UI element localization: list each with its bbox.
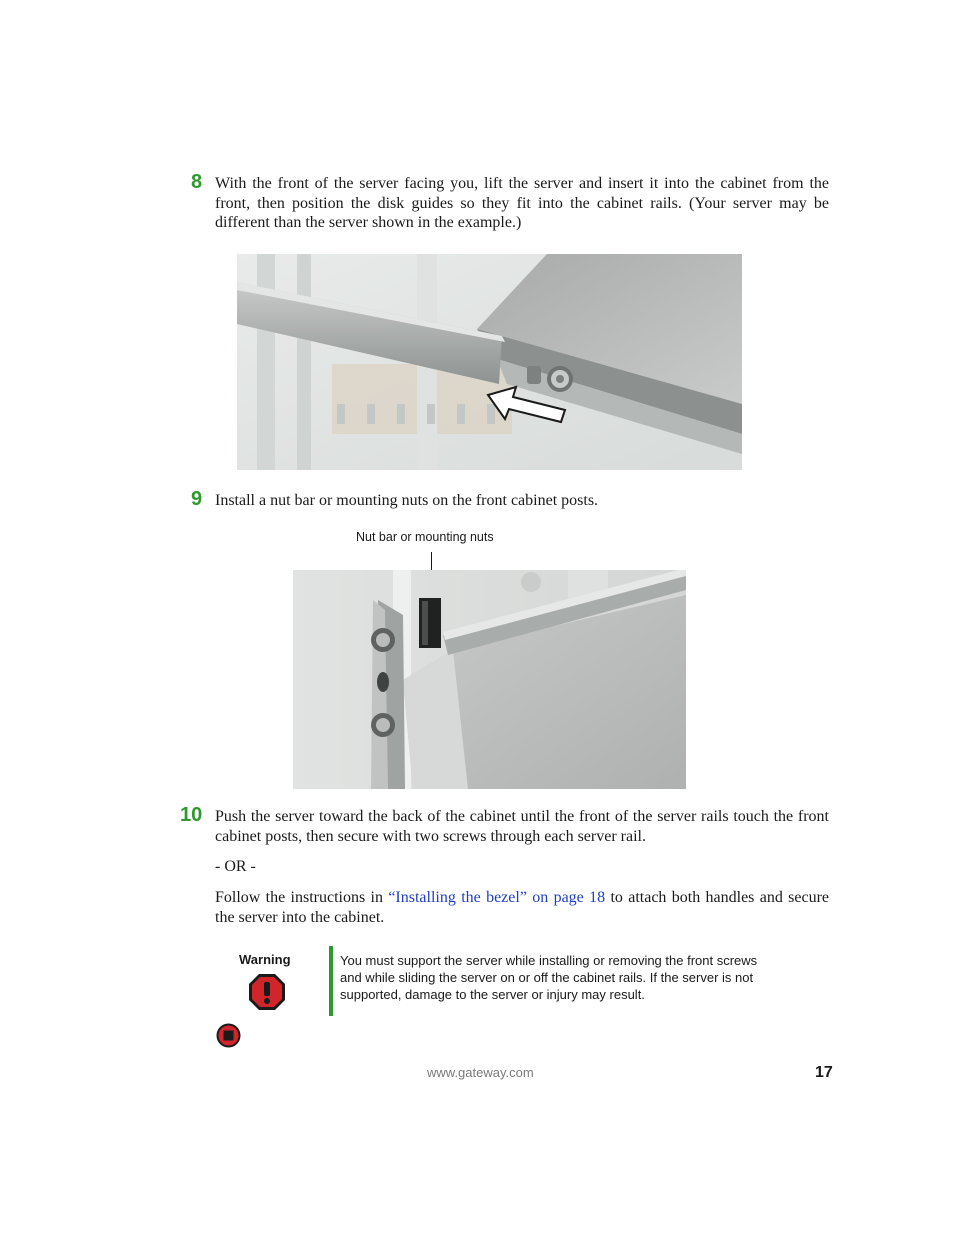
step-8-number: 8: [191, 171, 203, 193]
step-9-number: 9: [191, 488, 203, 510]
nut-bar-illustration: [293, 570, 686, 789]
step-9-text: Install a nut bar or mounting nuts on the front cabinet posts.: [215, 492, 599, 509]
page-number: 17: [815, 1064, 833, 1081]
follow-instructions: [215, 888, 829, 927]
or-separator: - OR -: [215, 858, 256, 875]
step-8-text: With the front of the server facing you, lift the server and insert it into the cabinet from the front, then position the disk guides so they fit into the cabinet rails. (Your server may be different than the server shown in the example.): [215, 175, 829, 231]
footer-url: www.gateway.com: [427, 1065, 534, 1080]
figure-server-insert: [237, 254, 742, 470]
installing-bezel-link[interactable]: “Installing the bezel” on page 18: [388, 889, 606, 906]
stop-icon: [216, 1023, 241, 1048]
warning-icon: [248, 973, 286, 1011]
figure-callout-label: Nut bar or mounting nuts: [356, 530, 494, 544]
warning-label: Warning: [239, 952, 291, 967]
follow-text-before: Follow the instructions in: [215, 889, 389, 906]
step-10-number: 10: [180, 804, 203, 826]
warning-bar: [329, 946, 333, 1016]
server-insert-illustration: [237, 254, 742, 470]
step-10-text: Push the server toward the back of the cabinet until the front of the server rails touch the front cabinet posts, then secure with two screws through each server rail.: [215, 808, 829, 845]
figure-nut-bar: [293, 570, 686, 789]
warning-text: You must support the server while installing or removing the front screws and while sliding the server on or off the cabinet rails. If the server is not supported, damage to the server or injury may result.: [340, 953, 758, 1002]
follow-text-after: to attach both handles and secure the server into the cabinet.: [215, 889, 830, 926]
